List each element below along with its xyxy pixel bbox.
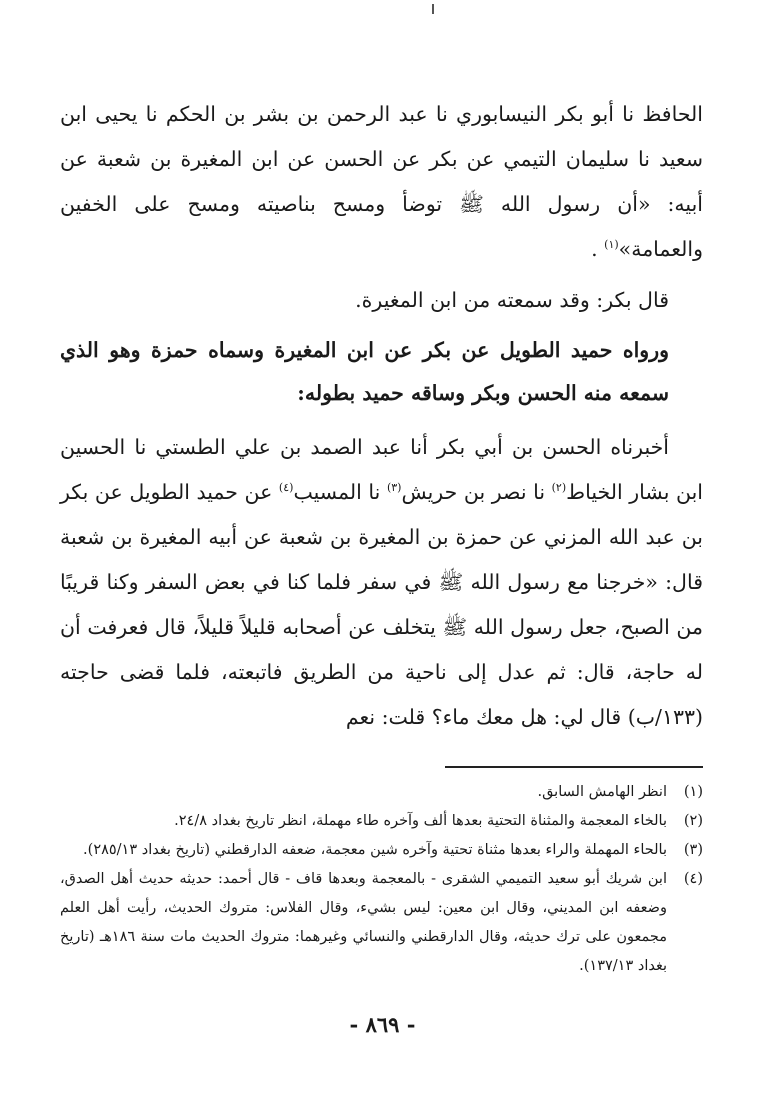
footnote-4 (60, 865, 703, 981)
footnote-number: (١) (683, 784, 703, 800)
paragraph-3-part-b: نا نصر بن حريش (401, 480, 552, 504)
footnote-number: (٤) (683, 871, 703, 887)
paragraph-1-text: الحافظ نا أبو بكر النيسابوري نا عبد الرحمن بن بشر بن الحكم نا يحيى ابن سعيد نا سليمان التيمي عن بكر عن الحسن عن ابن المغيرة بن شعبة عن أبيه: «أن رسول الله ﷺ توضأ ومسح بناصيته ومسح على الخفين والعمامة» (60, 102, 703, 261)
footnote-text: بالحاء المهملة والراء بعدها مثناة تحتية وآخره شين معجمة، ضعفه الدارقطني (تاريخ بغداد ٢٨٥/١٣). (83, 842, 667, 858)
footnote-ref-2[interactable]: (٢) (551, 481, 567, 495)
footnote-ref-1[interactable]: (١) (604, 238, 619, 252)
paragraph-2: قال بكر: وقد سمعته من ابن المغيرة. (355, 288, 669, 312)
footnote-1 (60, 778, 703, 807)
footnote-number: (٣) (683, 842, 703, 858)
main-text (60, 92, 703, 740)
footnote-number: (٢) (683, 813, 703, 829)
paragraph-3 (60, 425, 703, 740)
page-number: - ٨٦٩ - (349, 1012, 416, 1037)
paragraph-3-part-a: أخبرناه الحسن بن أبي بكر أنا عبد الصمد بن علي الطستي نا الحسين ابن بشار الخياط (60, 435, 703, 504)
paragraph-3-part-d: عن حميد الطويل عن بكر بن عبد الله المزني عن حمزة بن المغيرة بن شعبة عن أبيه المغيرة بن شعبة قال: «خرجنا مع رسول الله ﷺ في سفر فلما كنا في بعض السفر وكنا قريبًا من الصبح، جعل رسول الله ﷺ يتخلف عن أصحابه قليلاً قليلاً، قال فعرفت أن له حاجة، قال: ثم عدل إلى ناحية من الطريق فاتبعته، فلما قضى حاجته (١٣٣/ب) قال لي: هل معك ماء؟ قلت: نعم (60, 480, 703, 729)
footnote-divider (445, 766, 703, 768)
paragraph-3-part-c: نا المسيب (293, 480, 387, 504)
footnotes (60, 778, 703, 981)
footnote-2 (60, 807, 703, 836)
footnote-text: انظر الهامش السابق. (537, 784, 667, 800)
section-heading: ورواه حميد الطويل عن بكر عن ابن المغيرة وسماه حمزة وهو الذي سمعه منه الحسن وبكر وساقه حميد بطوله: (60, 338, 669, 405)
paragraph-1 (60, 92, 703, 272)
top-tick-mark (432, 4, 434, 14)
footnote-text: ابن شريك أبو سعيد التميمي الشقرى - بالمعجمة وبعدها قاف - قال أحمد: حديثه حديث أهل الصدق، وضعفه ابن المديني، وقال ابن معين: ليس بشيء، وقال الفلاس: متروك الحديث، رأيت أهل العلم مجمعون على ترك حديثه، وقال الدارقطني والنسائي وغيرهما: متروك الحديث مات سنة ١٨٦هـ (تاريخ بغداد ١٣٧/١٣). (60, 871, 667, 974)
footnote-text: بالخاء المعجمة والمثناة التحتية بعدها ألف وآخره طاء مهملة، انظر تاريخ بغداد ٢٤/٨. (174, 813, 667, 829)
paragraph-1-end: . (591, 237, 598, 261)
footnote-ref-4[interactable]: (٤) (278, 481, 294, 495)
footnote-ref-3[interactable]: (٣) (386, 481, 402, 495)
footnote-3 (60, 836, 703, 865)
